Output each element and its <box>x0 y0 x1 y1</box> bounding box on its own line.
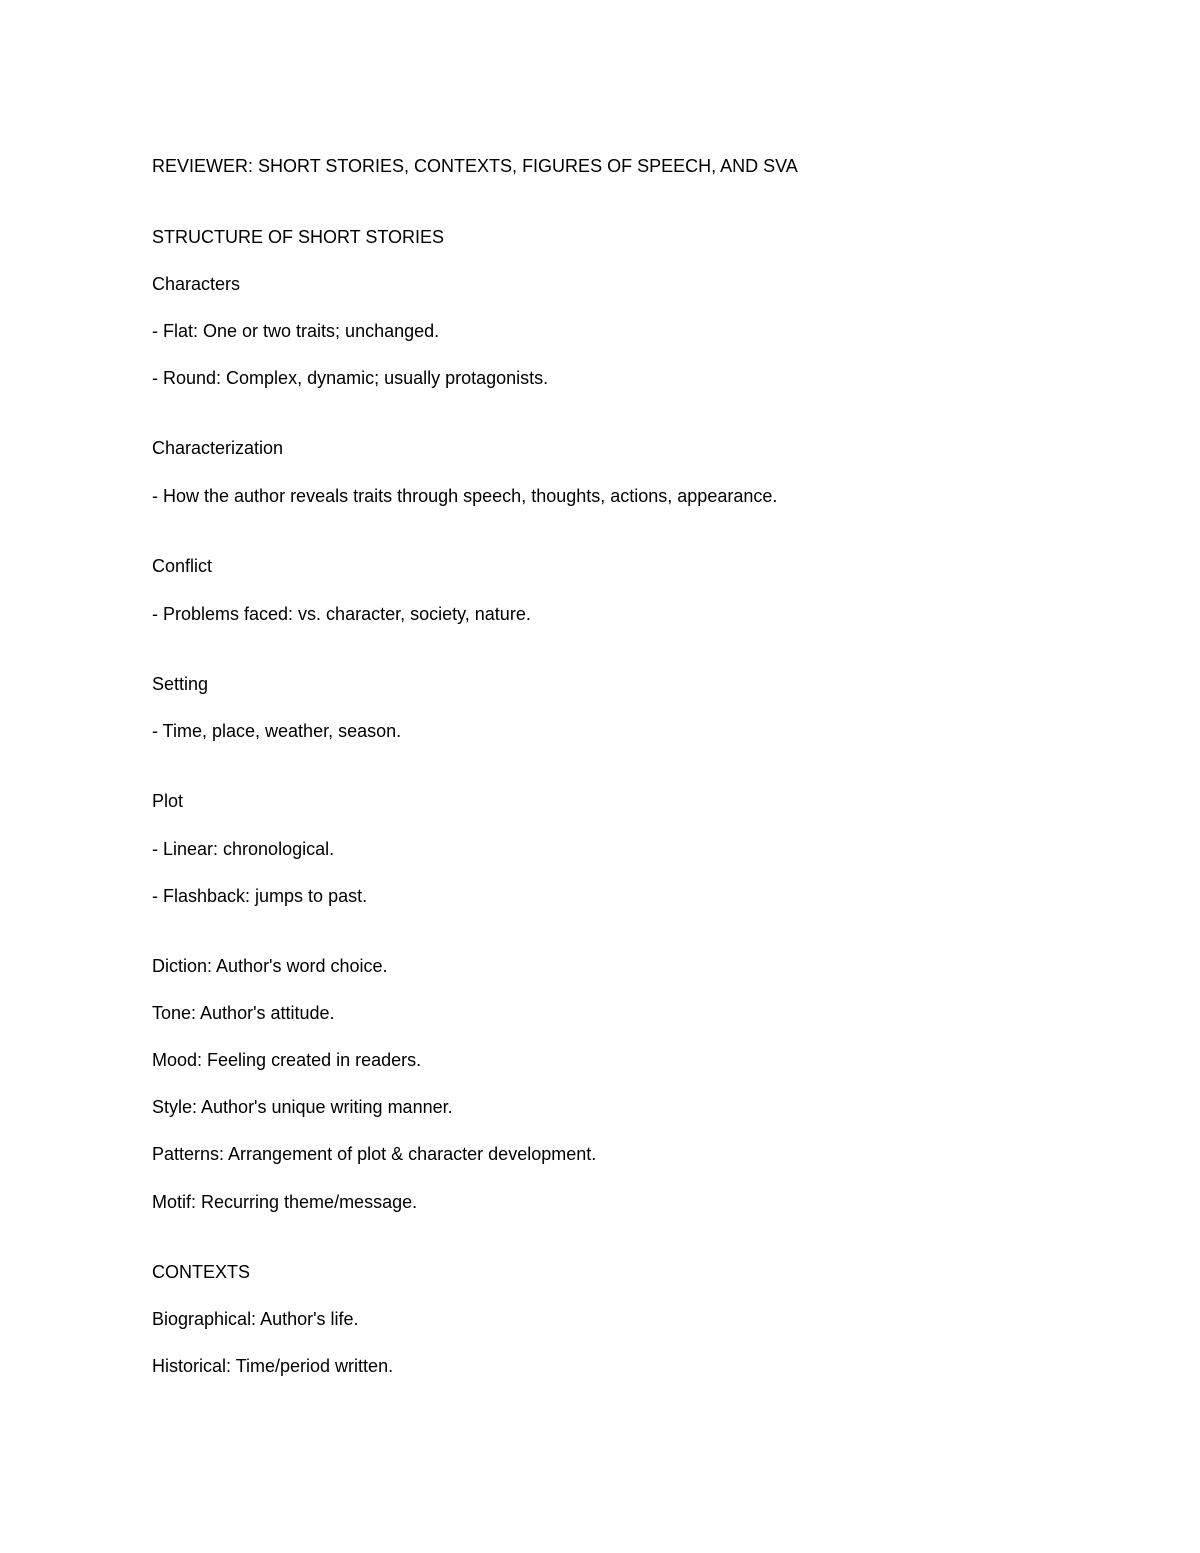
context-biographical: Biographical: Author's life. <box>152 1309 359 1329</box>
bullet-flashback: - Flashback: jumps to past. <box>152 886 368 906</box>
document-title: REVIEWER: SHORT STORIES, CONTEXTS, FIGURES OF SPEECH, AND SVA <box>152 156 798 176</box>
bullet-linear: - Linear: chronological. <box>152 839 335 859</box>
subheading-setting: Setting <box>152 674 209 694</box>
term-motif: Motif: Recurring theme/message. <box>152 1192 418 1212</box>
bullet-round: - Round: Complex, dynamic; usually protagonists. <box>152 368 549 388</box>
bullet-characterization: - How the author reveals traits through speech, thoughts, actions, appearance. <box>152 486 778 506</box>
term-style: Style: Author's unique writing manner. <box>152 1097 453 1117</box>
section-heading-structure: STRUCTURE OF SHORT STORIES <box>152 227 445 247</box>
context-historical: Historical: Time/period written. <box>152 1356 394 1376</box>
subheading-characterization: Characterization <box>152 438 284 458</box>
subheading-characters: Characters <box>152 274 241 294</box>
bullet-flat: - Flat: One or two traits; unchanged. <box>152 321 440 341</box>
bullet-setting: - Time, place, weather, season. <box>152 721 402 741</box>
term-mood: Mood: Feeling created in readers. <box>152 1050 422 1070</box>
term-patterns: Patterns: Arrangement of plot & character development. <box>152 1144 597 1164</box>
term-diction: Diction: Author's word choice. <box>152 956 388 976</box>
term-tone: Tone: Author's attitude. <box>152 1003 335 1023</box>
subheading-plot: Plot <box>152 791 184 811</box>
subheading-conflict: Conflict <box>152 556 213 576</box>
section-heading-contexts: CONTEXTS <box>152 1262 251 1282</box>
bullet-conflict: - Problems faced: vs. character, society, nature. <box>152 604 531 624</box>
